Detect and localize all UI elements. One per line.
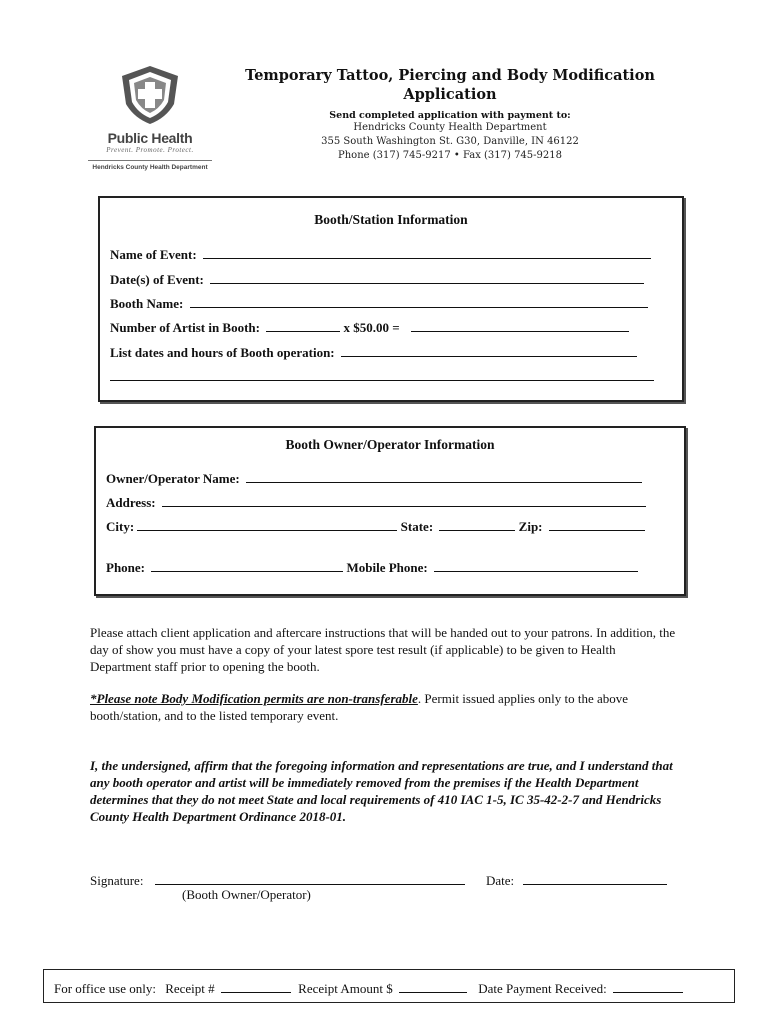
office-use-box [43,969,735,1003]
zip-label: Zip: [518,519,543,534]
receipt-amount-label: Receipt Amount $ [298,981,393,996]
city-state-zip-row [106,518,645,535]
logo-tagline: Prevent. Promote. Protect. [106,146,194,154]
office-use-label: For office use only: [54,981,156,996]
logo-divider [88,160,212,161]
event-name-row [110,246,651,263]
artists-count-field[interactable] [266,319,340,332]
phone-field[interactable] [151,559,343,572]
signature-sublabel: (Booth Owner/Operator) [182,887,311,902]
receipt-number-label: Receipt # [165,981,215,996]
booth-name-row [110,295,648,312]
state-field[interactable] [439,518,515,531]
event-name-field[interactable] [203,246,651,259]
signature-label: Signature: [90,873,144,888]
phone-row [106,559,638,576]
fee-total-field[interactable] [411,319,629,332]
payment-date-label: Date Payment Received: [478,981,607,996]
form-title-line1: Temporary Tattoo, Piercing and Body Modification [245,67,655,84]
booth-name-label: Booth Name: [110,296,184,311]
owner-address-row [106,494,646,511]
hours-field-2[interactable] [110,368,654,381]
hours-field[interactable] [341,344,637,357]
event-dates-label: Date(s) of Event: [110,272,204,287]
mobile-label: Mobile Phone: [346,560,428,575]
booth-station-section [98,196,684,402]
receipt-number-field[interactable] [221,980,291,993]
signature-date-field[interactable] [523,872,667,885]
affirmation-statement: I, the undersigned, affirm that the foregoing information and representations are true, and I understand that any booth operator and artist will be immediately removed from the premises if the Health Department determines that they do not meet State and local requirements of 410 IAC 1-5, IC 35-42-2-7 and Hendricks County Health Department Ordinance 2018-01. [90,758,673,824]
shield-cross-icon [118,64,182,126]
owner-section-title: Booth Owner/Operator Information [285,437,495,452]
address-line1: Hendricks County Health Department [353,122,547,133]
event-name-label: Name of Event: [110,247,197,262]
owner-name-field[interactable] [246,470,642,483]
transfer-note [90,690,680,724]
receipt-amount-field[interactable] [399,980,467,993]
owner-address-field[interactable] [162,494,646,507]
signature-date-label: Date: [486,873,515,888]
health-department-logo [88,64,212,171]
form-header [230,66,670,163]
booth-section-title: Booth/Station Information [314,212,468,227]
zip-field[interactable] [549,518,645,531]
form-title-line2: Application [403,86,497,103]
instructions-paragraph: Please attach client application and aftercare instructions that will be handed out to your patrons. In addition, the day of show you must have a copy of your latest spore test result (if applicable) to be given to Health Department staff prior to opening the booth. [90,625,676,674]
phone-label: Phone: [106,560,145,575]
owner-address-label: Address: [106,495,156,510]
owner-name-row [106,470,642,487]
phone-fax-line: Phone (317) 745-9217 • Fax (317) 745-9218 [338,150,562,161]
signature-date-row [486,872,667,889]
booth-name-field[interactable] [190,295,648,308]
event-dates-row [110,271,644,288]
address-line2: 355 South Washington St. G30, Danville, IN 46122 [321,136,579,147]
mobile-field[interactable] [434,559,638,572]
city-field[interactable] [137,518,397,531]
logo-name: Public Health [107,130,193,146]
owner-name-label: Owner/Operator Name: [106,471,240,486]
state-label: State: [400,519,434,534]
signature-field[interactable] [155,872,465,885]
transfer-note-emphasis: *Please note Body Modification permits are non-transferable [90,691,418,706]
payment-date-field[interactable] [613,980,683,993]
artists-label: Number of Artist in Booth: [110,320,260,335]
logo-department: Hendricks County Health Department [92,164,208,171]
event-dates-field[interactable] [210,271,644,284]
owner-operator-section [94,426,686,596]
hours-label: List dates and hours of Booth operation: [110,345,335,360]
office-use-row [54,980,683,997]
hours-row [110,344,637,361]
city-label: City: [106,519,135,534]
fee-text: x $50.00 = [343,320,400,335]
send-to-label: Send completed application with payment to: [329,110,571,121]
hours-row-2 [110,368,654,385]
artists-row [110,319,629,336]
transfer-note-rest: . Permit issued applies only to the above booth/station, and to the listed temporary event. [90,691,629,723]
